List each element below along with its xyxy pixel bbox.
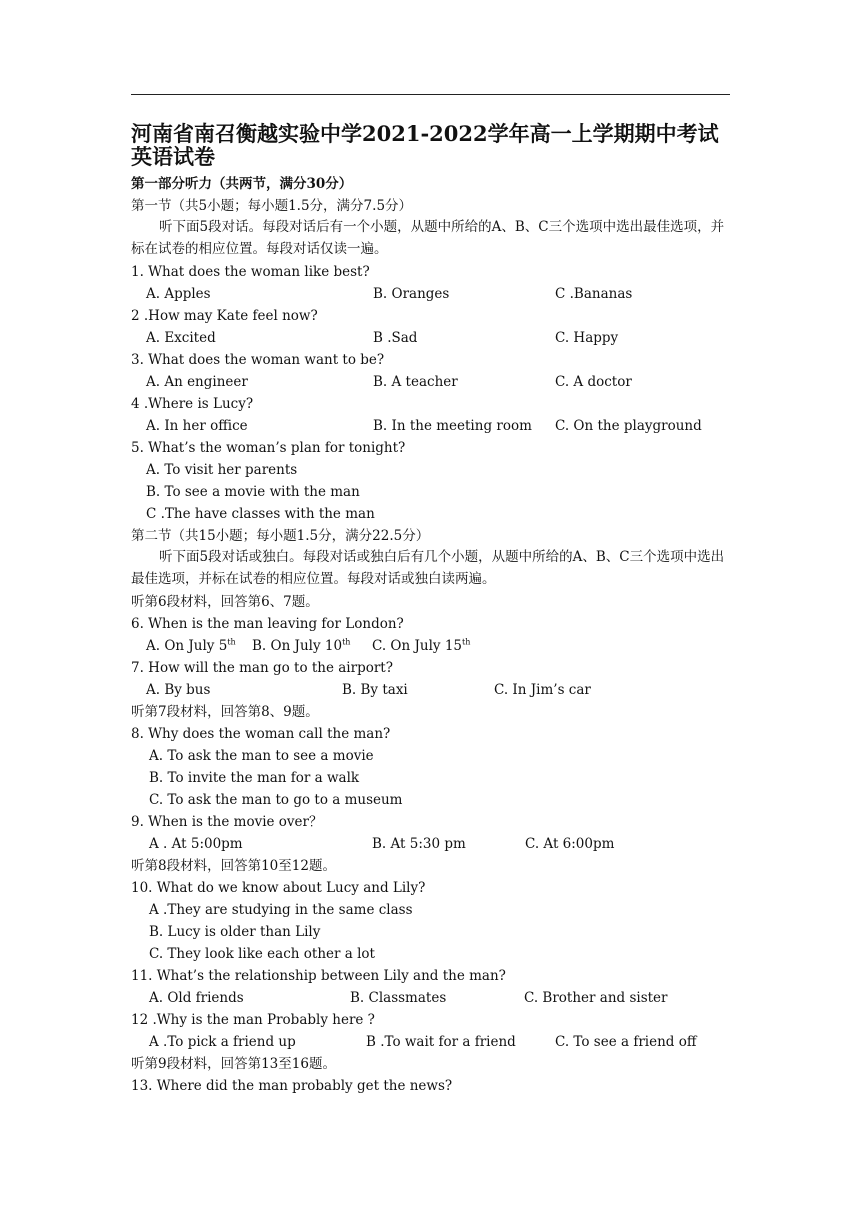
q5-option-a: A. To visit her parents (146, 462, 298, 478)
q6-option-a: A. On July 5th (146, 637, 236, 654)
q3-option-a: A. An engineer (146, 374, 248, 390)
q12-option-c: C. To see a friend off (555, 1034, 697, 1050)
q3-option-c: C. A doctor (555, 374, 632, 390)
q1-option-a: A. Apples (146, 286, 211, 302)
q8-option-c: C. To ask the man to go to a museum (149, 792, 403, 808)
q10-option-c: C. They look like each other a lot (149, 946, 375, 962)
question-12: 12 .Why is the man Probably here ? (131, 1012, 375, 1028)
section2-instructions: 听下面5段对话或独白。每段对话或独白后有几个小题，从题中所给的A、B、C三个选项中选出最佳选项，并标在试卷的相应位置。每段对话或独白读两遍。 (131, 549, 725, 587)
q7-option-c: C. In Jim’s car (494, 682, 591, 698)
q11-option-a: A. Old friends (149, 990, 244, 1006)
question-10: 10. What do we know about Lucy and Lily? (131, 880, 426, 896)
question-4: 4 .Where is Lucy? (131, 396, 254, 412)
q5-option-c: C .The have classes with the man (146, 506, 375, 522)
q8-option-a: A. To ask the man to see a movie (149, 748, 374, 764)
q4-option-b: B. In the meeting room (373, 418, 532, 434)
material-7-note: 听第7段材料，回答第8、9题。 (131, 704, 319, 720)
q10-option-b: B. Lucy is older than Lily (149, 924, 321, 940)
q2-option-c: C. Happy (555, 330, 619, 346)
q10-option-a: A .They are studying in the same class (149, 902, 413, 918)
page-title: 河南省南召衡越实验中学2021-2022学年高一上学期期中考试英语试卷 (131, 121, 719, 169)
header-rule (131, 94, 730, 95)
question-7: 7. How will the man go to the airport? (131, 660, 393, 676)
q9-option-c: C. At 6:00pm (525, 836, 615, 852)
material-8-note: 听第8段材料，回答第10至12题。 (131, 858, 336, 874)
material-9-note: 听第9段材料，回答第13至16题。 (131, 1056, 336, 1072)
q1-option-b: B. Oranges (373, 286, 450, 302)
question-2: 2 .How may Kate feel now? (131, 308, 318, 324)
q5-option-b: B. To see a movie with the man (146, 484, 360, 500)
q1-option-c: C .Bananas (555, 286, 633, 302)
question-13: 13. Where did the man probably get the news? (131, 1078, 453, 1094)
question-11: 11. What’s the relationship between Lily and the man? (131, 968, 506, 984)
material-6-note: 听第6段材料，回答第6、7题。 (131, 594, 319, 610)
section2-heading: 第二节（共15小题；每小题1.5分，满分22.5分） (131, 528, 430, 544)
part1-heading: 第一部分听力（共两节，满分30分） (131, 176, 353, 192)
question-6: 6. When is the man leaving for London? (131, 616, 404, 632)
q2-option-b: B .Sad (373, 330, 418, 346)
section1-heading: 第一节（共5小题；每小题1.5分，满分7.5分） (131, 198, 413, 214)
question-8: 8. Why does the woman call the man? (131, 726, 391, 742)
question-3: 3. What does the woman want to be? (131, 352, 385, 368)
q11-option-b: B. Classmates (350, 990, 447, 1006)
q6-option-c: C. On July 15th (372, 637, 471, 654)
q6-option-b: B. On July 10th (252, 637, 351, 654)
q4-option-c: C. On the playground (555, 418, 702, 434)
q12-option-b: B .To wait for a friend (366, 1034, 516, 1050)
q2-option-a: A. Excited (146, 330, 216, 346)
q4-option-a: A. In her office (146, 418, 248, 434)
q7-option-a: A. By bus (146, 682, 211, 698)
question-5: 5. What’s the woman’s plan for tonight? (131, 440, 406, 456)
question-1: 1. What does the woman like best? (131, 264, 370, 280)
q11-option-c: C. Brother and sister (524, 990, 668, 1006)
section1-instructions: 听下面5段对话。每段对话后有一个小题，从题中所给的A、B、C三个选项中选出最佳选项，并标在试卷的相应位置。每段对话仅读一遍。 (131, 219, 725, 257)
q9-option-a: A . At 5:00pm (149, 836, 243, 852)
question-9: 9. When is the movie over？ (131, 814, 323, 830)
q7-option-b: B. By taxi (342, 682, 408, 698)
q9-option-b: B. At 5:30 pm (372, 836, 466, 852)
q3-option-b: B. A teacher (373, 374, 458, 390)
q8-option-b: B. To invite the man for a walk (149, 770, 360, 786)
q12-option-a: A .To pick a friend up (149, 1034, 296, 1050)
